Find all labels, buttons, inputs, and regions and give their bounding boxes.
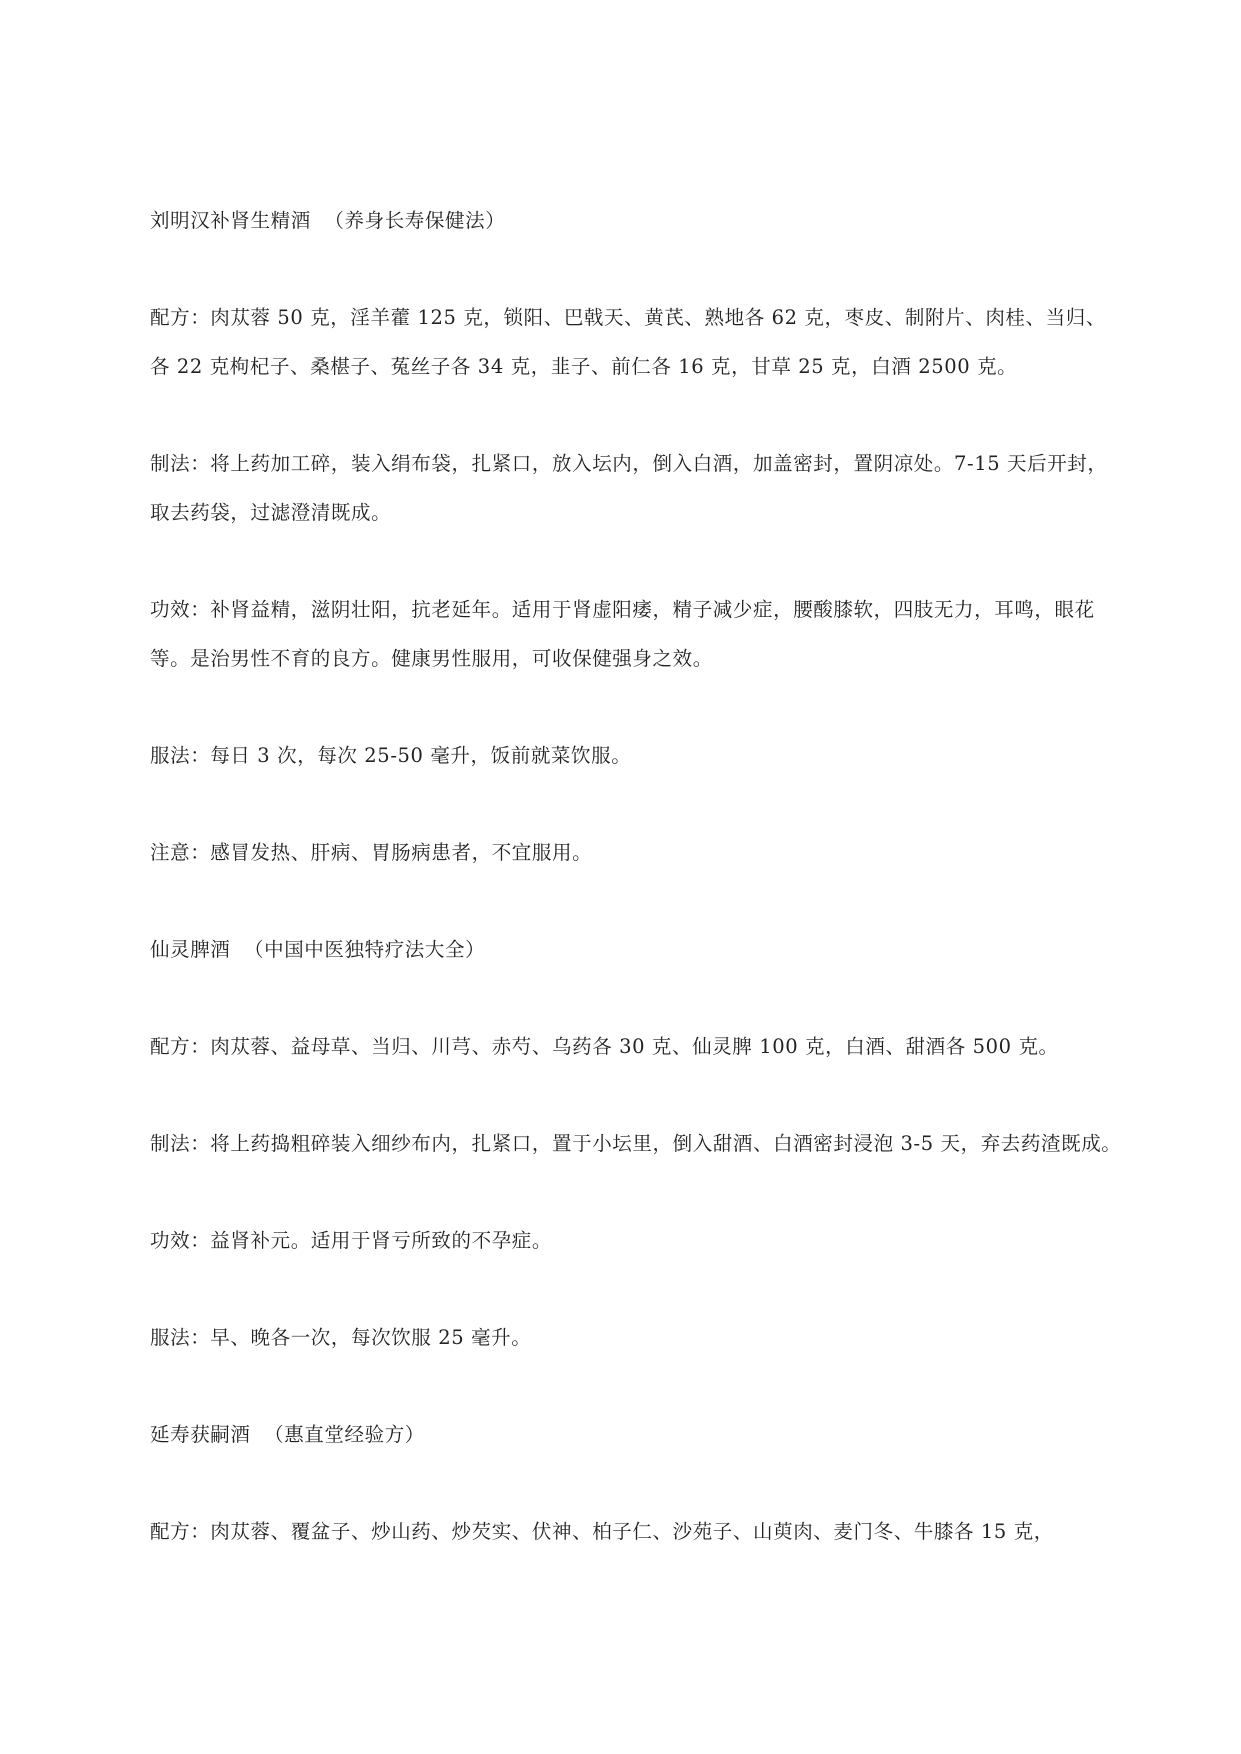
recipe1-effect: 功效：补肾益精，滋阴壮阳，抗老延年。适用于肾虚阳痿，精子减少症，腰酸膝软，四肢无力，耳鸣，眼花等。是治男性不育的良方。健康男性服用，可收保健强身之效。 bbox=[150, 598, 1095, 670]
recipe2-title: 仙灵脾酒 （中国中医独特疗法大全） bbox=[150, 938, 486, 961]
recipe3-title: 延寿获嗣酒 （惠直堂经验方） bbox=[150, 1423, 425, 1446]
recipe2-usage: 服法：早、晚各一次，每次饮服 25 毫升。 bbox=[150, 1326, 532, 1349]
recipe2-effect: 功效：益肾补元。适用于肾亏所致的不孕症。 bbox=[150, 1229, 553, 1252]
document-page bbox=[150, 196, 1125, 1556]
recipe1-usage: 服法：每日 3 次，每次 25-50 毫升，饭前就菜饮服。 bbox=[150, 744, 632, 767]
recipe1-caution: 注意：感冒发热、肝病、胃肠病患者，不宜服用。 bbox=[150, 841, 593, 864]
recipe3-formula: 配方：肉苁蓉、覆盆子、炒山药、炒芡实、伏神、柏子仁、沙苑子、山萸肉、麦门冬、牛膝各 15 克， bbox=[150, 1520, 1054, 1543]
recipe1-formula: 配方：肉苁蓉 50 克，淫羊藿 125 克，锁阳、巴戟天、黄芪、熟地各 62 克，枣皮、制附片、肉桂、当归、各 22 克枸杞子、桑椹子、菟丝子各 34 克，韭子、前仁各 16 克，甘草 25 克，白酒 2500 克。 bbox=[150, 306, 1106, 378]
recipe2-method: 制法：将上药捣粗碎装入细纱布内，扎紧口，置于小坛里，倒入甜酒、白酒密封浸泡 3-5 天，弃去药渣既成。 bbox=[150, 1132, 1122, 1155]
recipe1-method: 制法：将上药加工碎，装入绢布袋，扎紧口，放入坛内，倒入白酒，加盖密封，置阴凉处。7-15 天后开封，取去药袋，过滤澄清既成。 bbox=[150, 452, 1108, 524]
recipe2-formula: 配方：肉苁蓉、益母草、当归、川芎、赤芍、乌药各 30 克、仙灵脾 100 克，白酒、甜酒各 500 克。 bbox=[150, 1035, 1059, 1058]
recipe1-title: 刘明汉补肾生精酒 （养身长寿保健法） bbox=[150, 209, 506, 232]
